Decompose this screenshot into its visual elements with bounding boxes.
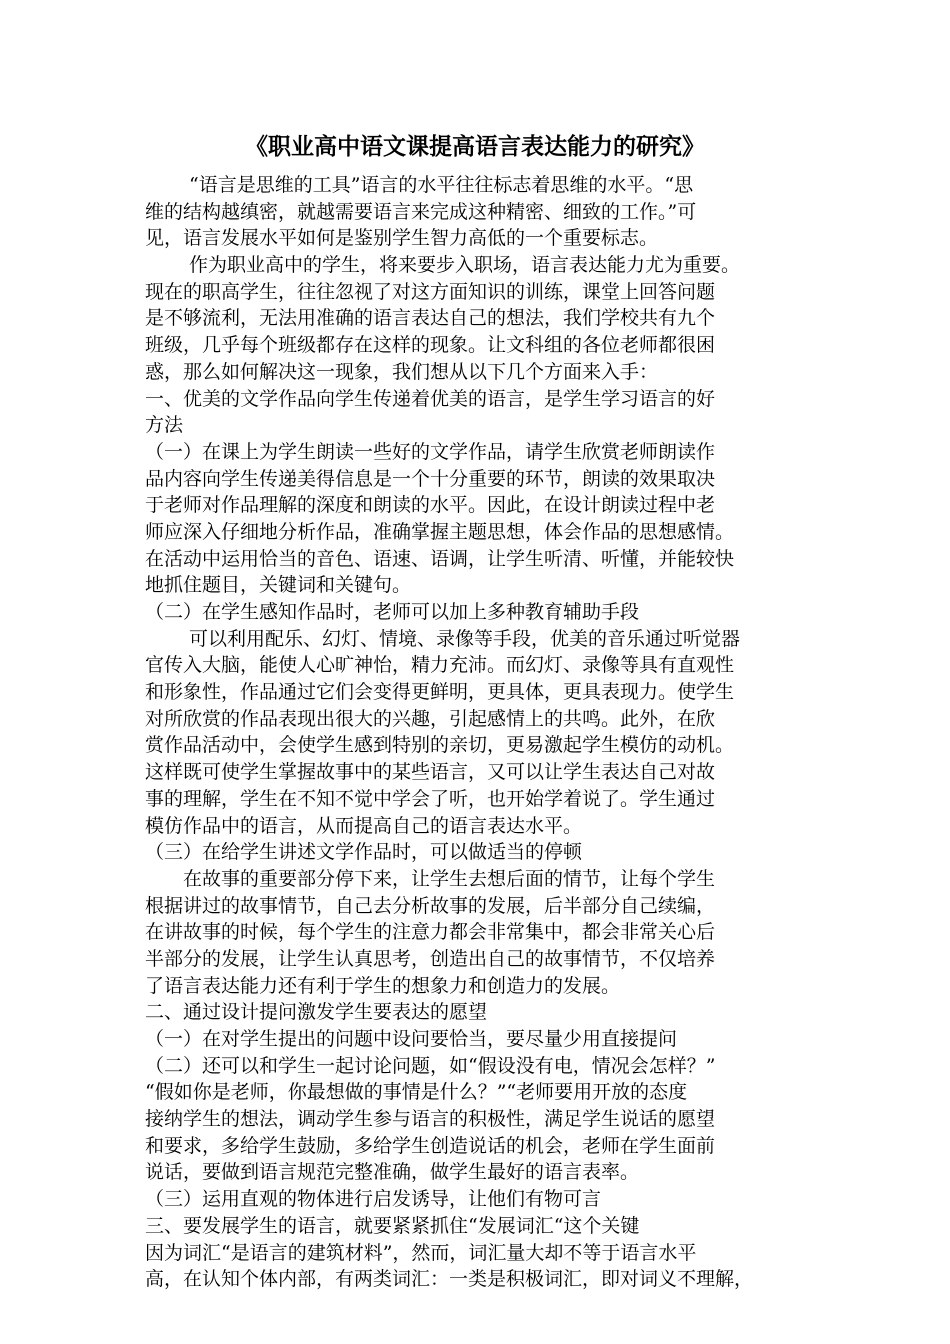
text-line: 于老师对作品理解的深度和朗读的水平。因此，在设计朗读过程中老: [145, 494, 716, 517]
text-line: 是不够流利，无法用准确的语言表达自己的想法，我们学校共有九个: [145, 307, 716, 330]
subsection-heading: （二）在学生感知作品时，老师可以加上多种教育辅助手段: [145, 601, 640, 623]
text-line: 和要求，多给学生鼓励，多给学生创造说话的机会，老师在学生面前: [145, 1134, 716, 1157]
text-line: 说话，要做到语言规范完整准确，做学生最好的语言表率。: [145, 1161, 640, 1184]
text-line: 在故事的重要部分停下来，让学生去想后面的情节，让每个学生: [183, 867, 716, 890]
text-line: 对所欣赏的作品表现出很大的兴趣，引起感情上的共鸣。此外，在欣: [145, 707, 716, 730]
section-heading: 方法: [145, 414, 184, 437]
subsection-heading: （一）在对学生提出的问题中设问要恰当，要尽量少用直接提问: [145, 1028, 678, 1050]
subsection-heading: （三）运用直观的物体进行启发诱导，让他们有物可言: [145, 1188, 602, 1211]
text-line: 半部分的发展，让学生认真思考，创造出自己的故事情节，不仅培养: [145, 947, 716, 970]
text-line: 在活动中运用恰当的音色、语速、语调，让学生听清、听懂，并能较快: [145, 547, 735, 570]
text-line: 地抓住题目，关键词和关键句。: [145, 574, 412, 597]
text-line: 班级，几乎每个班级都存在这样的现象。让文科组的各位老师都很困: [145, 334, 716, 357]
text-line: 高，在认知个体内部，有两类词汇：一类是积极词汇，即对词义不理解，: [145, 1268, 754, 1291]
text-line: 事的理解，学生在不知不觉中学会了听，也开始学着说了。学生通过: [145, 787, 716, 810]
text-line: “语言是思维的工具”语言的水平往往标志着思维的水平。“思: [189, 174, 694, 196]
text-line: “假如你是老师，你最想做的事情是什么？”“老师要用开放的态度: [145, 1081, 688, 1104]
text-line: 维的结构越缜密，就越需要语言来完成这种精密、细致的工作。”可: [145, 200, 697, 223]
text-line: 模仿作品中的语言，从而提高自己的语言表达水平。: [145, 814, 583, 837]
text-line: 现在的职高学生，往往忽视了对这方面知识的训练，课堂上回答问题: [145, 280, 716, 303]
text-line: 见，语言发展水平如何是鉴别学生智力高低的一个重要标志。: [145, 227, 659, 250]
section-heading: 一、优美的文学作品向学生传递着优美的语言，是学生学习语言的好: [145, 387, 716, 410]
section-heading: 三、要发展学生的语言，就要紧紧抓住“发展词汇“这个关键: [145, 1214, 640, 1237]
text-line: 和形象性，作品通过它们会变得更鲜明，更具体，更具表现力。使学生: [145, 681, 735, 704]
text-line: 接纳学生的想法，调动学生参与语言的积极性，满足学生说话的愿望: [145, 1108, 716, 1131]
subsection-heading: （二）还可以和学生一起讨论问题，如“假设没有电，情况会怎样？”: [145, 1054, 716, 1077]
subsection-heading: （三）在给学生讲述文学作品时，可以做适当的停顿: [145, 841, 583, 864]
text-line: 因为词汇“是语言的建筑材料”，然而，词汇量大却不等于语言水平: [145, 1241, 697, 1264]
text-line: 了语言表达能力还有利于学生的想象力和创造力的发展。: [145, 974, 621, 997]
text-line: 官传入大脑，能使人心旷神怡，精力充沛。而幻灯、录像等具有直观性: [145, 654, 735, 677]
text-line: 赏作品活动中，会使学生感到特别的亲切，更易激起学生模仿的动机。: [145, 734, 735, 757]
document-body: [145, 172, 825, 1293]
text-line: 惑，那么如何解决这一现象，我们想从以下几个方面来入手：: [145, 360, 659, 383]
text-line: 品内容向学生传递美得信息是一个十分重要的环节，朗读的效果取决: [145, 467, 716, 490]
text-line: 师应深入仔细地分析作品，准确掌握主题思想，体会作品的思想感情。: [145, 520, 735, 543]
text-line: 根据讲过的故事情节，自己去分析故事的发展，后半部分自己续编，: [145, 894, 716, 917]
document-title: 《职业高中语文课提高语言表达能力的研究》: [245, 133, 705, 160]
subsection-heading: （一）在课上为学生朗读一些好的文学作品，请学生欣赏老师朗读作: [145, 440, 716, 463]
text-line: 这样既可使学生掌握故事中的某些语言，又可以让学生表达自己对故: [145, 761, 716, 784]
text-line: 作为职业高中的学生，将来要步入职场，语言表达能力尤为重要。: [189, 254, 741, 277]
section-heading: 二、通过设计提问激发学生要表达的愿望: [145, 1001, 488, 1024]
text-line: 可以利用配乐、幻灯、情境、录像等手段，优美的音乐通过听觉器: [189, 627, 741, 650]
text-line: 在讲故事的时候，每个学生的注意力都会非常集中，都会非常关心后: [145, 921, 716, 944]
